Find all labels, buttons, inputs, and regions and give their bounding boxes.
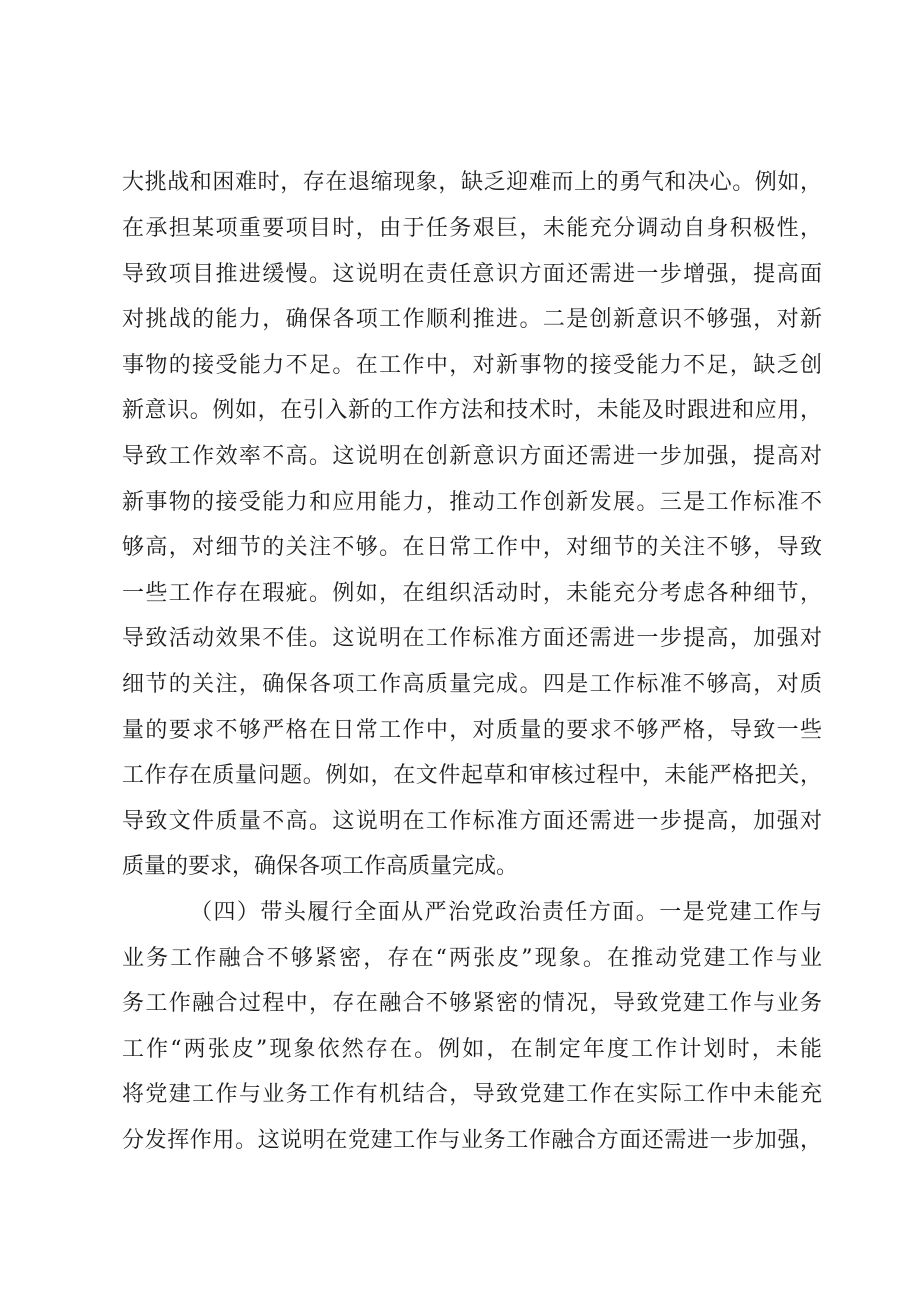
paragraph-line: 在承担某项重要项目时，由于任务艰巨，未能充分调动自身积极性，: [122, 216, 822, 241]
paragraph-line: 导致活动效果不佳。这说明在工作标准方面还需进一步提高，加强对: [122, 626, 822, 651]
paragraph-line: 量的要求不够严格在日常工作中，对质量的要求不够严格，导致一些: [122, 718, 822, 743]
paragraph-line: 质量的要求，确保各项工作高质量完成。: [122, 854, 519, 879]
paragraph-line: 导致工作效率不高。这说明在创新意识方面还需进一步加强，提高对: [122, 444, 822, 469]
paragraph-line: 够高，对细节的关注不够。在日常工作中，对细节的关注不够，导致: [122, 535, 822, 560]
paragraph-line: 事物的接受能力不足。在工作中，对新事物的接受能力不足，缺乏创: [122, 353, 822, 378]
paragraph-line: 工作存在质量问题。例如，在文件起草和审核过程中，未能严格把关，: [122, 763, 822, 788]
paragraph-line: 新事物的接受能力和应用能力，推动工作创新发展。三是工作标准不: [122, 490, 822, 515]
paragraph-line: 导致文件质量不高。这说明在工作标准方面还需进一步提高，加强对: [122, 809, 822, 834]
paragraph-line: 细节的关注，确保各项工作高质量完成。四是工作标准不够高，对质: [122, 672, 822, 697]
paragraph-line: 一些工作存在瑕疵。例如，在组织活动时，未能充分考虑各种细节，: [122, 581, 822, 606]
paragraph-line: 务工作融合过程中，存在融合不够紧密的情况，导致党建工作与业务: [122, 991, 822, 1016]
paragraph-line: 新意识。例如，在引入新的工作方法和技术时，未能及时跟进和应用，: [122, 398, 822, 423]
paragraph-line: 对挑战的能力，确保各项工作顺利推进。二是创新意识不够强，对新: [122, 307, 822, 332]
paragraph-line: 将党建工作与业务工作有机结合，导致党建工作在实际工作中未能充: [122, 1082, 822, 1107]
paragraph-line: 工作“两张皮”现象依然存在。例如，在制定年度工作计划时，未能: [122, 1037, 822, 1062]
paragraph-line: 大挑战和困难时，存在退缩现象，缺乏迎难而上的勇气和决心。例如，: [122, 170, 822, 195]
paragraph-line: 业务工作融合不够紧密，存在“两张皮”现象。在推动党建工作与业: [122, 946, 822, 971]
paragraph-line: 导致项目推进缓慢。这说明在责任意识方面还需进一步增强，提高面: [122, 262, 822, 287]
section-heading-line: （四）带头履行全面从严治党政治责任方面。一是党建工作与: [190, 900, 822, 925]
paragraph-line: 分发挥作用。这说明在党建工作与业务工作融合方面还需进一步加强，: [122, 1128, 822, 1153]
